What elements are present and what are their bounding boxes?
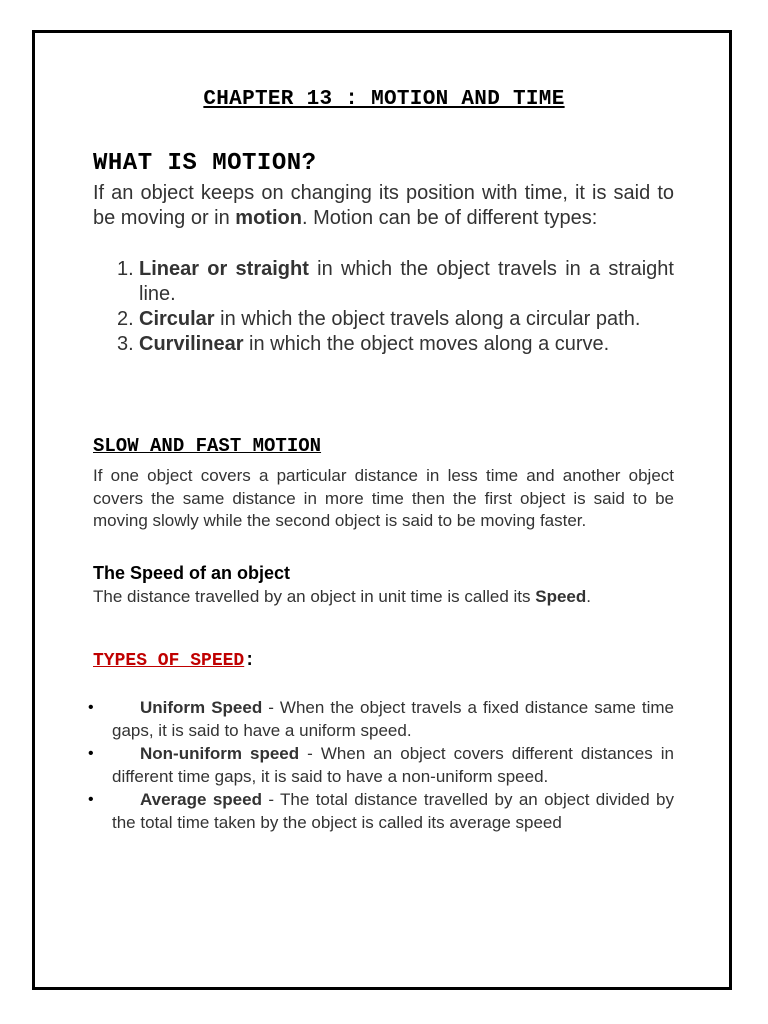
motion-heading: WHAT IS MOTION? — [93, 150, 317, 177]
speed-body-post: . — [586, 587, 591, 606]
list-item-text: in which the object moves along a curve. — [243, 333, 610, 355]
list-item-bold: Circular — [139, 308, 215, 330]
motion-types-list — [93, 257, 674, 357]
list-item-bold: Linear or straight — [139, 258, 309, 280]
speed-types-list — [88, 696, 675, 834]
speed-body-bold: Speed — [535, 587, 587, 606]
list-item — [93, 332, 674, 357]
list-item — [88, 788, 675, 834]
bullet-icon: • — [88, 699, 94, 716]
list-item-text: - The total distance travelled by an object divided by the total time taken by the object is called its average speed — [112, 790, 675, 832]
list-item-bold: Average speed — [140, 790, 262, 809]
types-of-speed-title: TYPES OF SPEED — [93, 651, 245, 671]
list-number: 2. — [117, 308, 134, 330]
speed-body-pre: The distance travelled by an object in unit time is called its — [93, 587, 536, 606]
slow-fast-paragraph: If one object covers a particular distance in less time and another object covers the same distance in more time then the first object is said to be moving slowly while the second object is said to be moving faster. — [93, 466, 674, 530]
list-item — [88, 696, 674, 742]
list-item-bold: Non-uniform speed — [140, 744, 300, 763]
list-item — [93, 307, 674, 332]
motion-intro-bold: motion — [235, 207, 302, 229]
list-number: 3. — [117, 333, 134, 355]
list-item-bold: Curvilinear — [139, 333, 244, 355]
types-of-speed-heading — [93, 651, 255, 671]
motion-intro-pre: If an object keeps on changing its position with time, it is said to be moving or in — [93, 182, 674, 229]
list-item-bold: Uniform Speed — [140, 698, 263, 717]
slow-fast-heading: SLOW AND FAST MOTION — [93, 435, 322, 457]
list-number: 1. — [117, 258, 134, 280]
list-item-text: - When the object travels a fixed distance same time gaps, it is said to have a uniform speed. — [112, 698, 674, 740]
chapter-title: CHAPTER 13 : MOTION AND TIME — [203, 88, 565, 111]
list-item — [93, 257, 674, 307]
list-item-text: in which the object travels in a straight line. — [139, 258, 674, 305]
list-item-text: in which the object travels along a circular path. — [214, 308, 641, 330]
motion-intro-paragraph — [93, 181, 674, 231]
list-item — [88, 742, 674, 788]
types-of-speed-colon: : — [244, 651, 256, 671]
speed-heading: The Speed of an object — [93, 563, 291, 583]
speed-paragraph — [93, 585, 674, 608]
bullet-icon: • — [88, 745, 94, 762]
list-item-text: - When an object covers different distances in different time gaps, it is said to have a non-uniform speed. — [112, 744, 674, 786]
motion-intro-post: . Motion can be of different types: — [301, 207, 598, 229]
bullet-icon: • — [88, 791, 94, 808]
